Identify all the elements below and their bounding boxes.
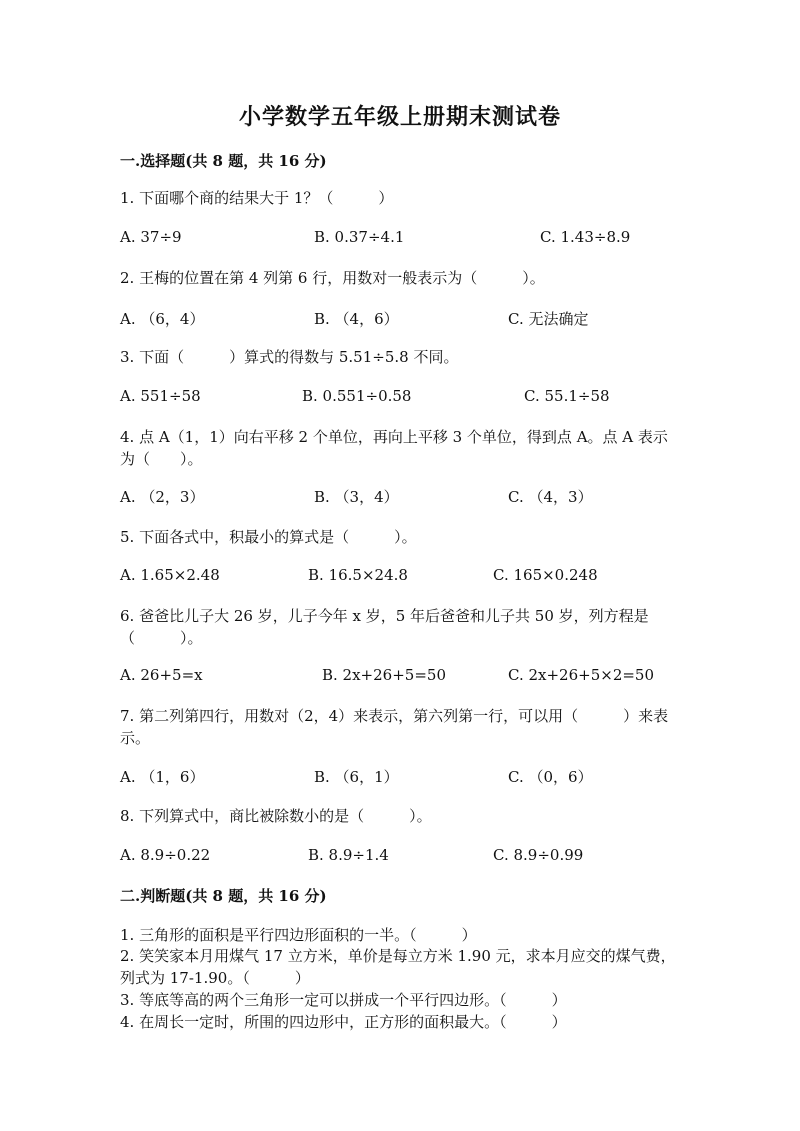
question-3-option-a: A. 551÷58 bbox=[120, 387, 201, 405]
question-8-option-a: A. 8.9÷0.22 bbox=[120, 846, 211, 864]
true-false-item-2: 2. 笑笑家本月用煤气 17 立方米，单价是每立方米 1.90 元，求本月应交的煤气费，列式为 17-1.90。（ ） bbox=[120, 947, 676, 987]
section-1-heading: 一.选择题(共 8 题，共 16 分) bbox=[120, 152, 327, 170]
question-6-option-a: A. 26+5=x bbox=[120, 666, 203, 684]
question-5-option-b: B. 16.5×24.8 bbox=[308, 566, 408, 584]
question-2-stem: 2. 王梅的位置在第 4 列第 6 行，用数对一般表示为（ ）。 bbox=[120, 269, 545, 287]
question-7-option-a: A. （1，6） bbox=[120, 768, 205, 786]
question-4-option-b: B. （3，4） bbox=[314, 488, 399, 506]
true-false-item-4: 4. 在周长一定时，所围的四边形中，正方形的面积最大。（ ） bbox=[120, 1013, 567, 1031]
question-4-option-a: A. （2，3） bbox=[120, 488, 205, 506]
question-7-option-b: B. （6，1） bbox=[314, 768, 399, 786]
exam-title: 小学数学五年级上册期末测试卷 bbox=[238, 104, 561, 130]
question-2-option-b: B. （4，6） bbox=[314, 310, 399, 328]
question-8-stem: 8. 下列算式中，商比被除数小的是（ ）。 bbox=[120, 807, 432, 825]
question-2-option-a: A. （6，4） bbox=[120, 310, 205, 328]
true-false-item-3: 3. 等底等高的两个三角形一定可以拼成一个平行四边形。（ ） bbox=[120, 991, 567, 1009]
section-2-heading: 二.判断题(共 8 题，共 16 分) bbox=[120, 887, 327, 905]
question-8-option-b: B. 8.9÷1.4 bbox=[308, 846, 389, 864]
question-8-option-c: C. 8.9÷0.99 bbox=[493, 846, 584, 864]
question-6-option-c: C. 2x+26+5×2=50 bbox=[508, 666, 655, 684]
question-1-option-a: A. 37÷9 bbox=[120, 228, 182, 246]
question-4-option-c: C. （4，3） bbox=[508, 488, 593, 506]
question-2-option-c: C. 无法确定 bbox=[508, 310, 589, 328]
question-3-option-b: B. 0.551÷0.58 bbox=[302, 387, 412, 405]
question-7-option-c: C. （0，6） bbox=[508, 768, 593, 786]
question-3-option-c: C. 55.1÷58 bbox=[524, 387, 610, 405]
question-5-option-c: C. 165×0.248 bbox=[493, 566, 598, 584]
question-5-stem: 5. 下面各式中，积最小的算式是（ ）。 bbox=[120, 528, 417, 546]
question-6-option-b: B. 2x+26+5=50 bbox=[322, 666, 446, 684]
question-1-option-c: C. 1.43÷8.9 bbox=[540, 228, 631, 246]
question-5-option-a: A. 1.65×2.48 bbox=[120, 566, 220, 584]
question-4-stem: 4. 点 A（1，1）向右平移 2 个单位，再向上平移 3 个单位，得到点 A。点 A 表示为（ ）。 bbox=[120, 428, 668, 468]
question-1-option-b: B. 0.37÷4.1 bbox=[314, 228, 405, 246]
question-7-stem: 7. 第二列第四行，用数对（2，4）来表示，第六列第一行，可以用（ ）来表示。 bbox=[120, 707, 669, 747]
question-3-stem: 3. 下面（ ）算式的得数与 5.51÷5.8 不同。 bbox=[120, 348, 459, 366]
question-6-stem: 6. 爸爸比儿子大 26 岁，儿子今年 x 岁，5 年后爸爸和儿子共 50 岁，列方程是（ ）。 bbox=[120, 607, 649, 647]
question-1-stem: 1. 下面哪个商的结果大于 1？（ ） bbox=[120, 189, 394, 207]
true-false-item-1: 1. 三角形的面积是平行四边形面积的一半。（ ） bbox=[120, 926, 477, 944]
